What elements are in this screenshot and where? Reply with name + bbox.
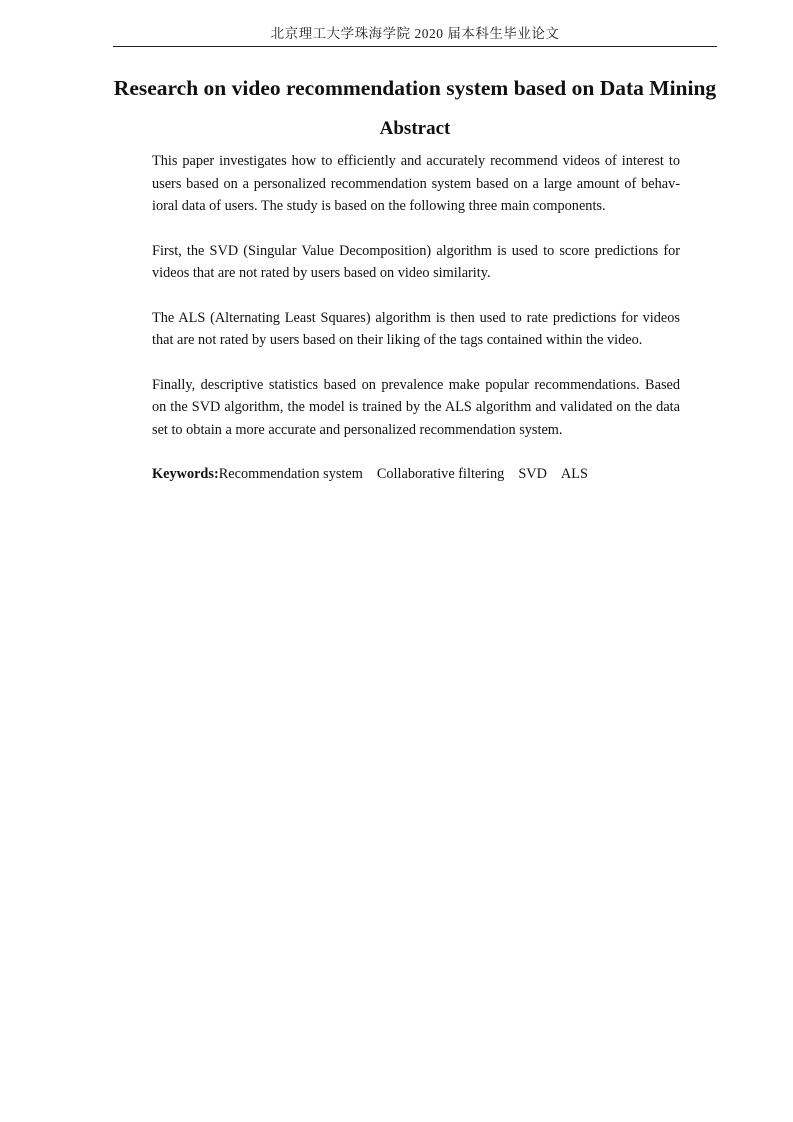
paper-title: Research on video recommendation system based on Data Mining xyxy=(113,76,717,100)
keyword-item: SVD xyxy=(518,466,547,482)
keyword-item: Recommendation system xyxy=(218,466,363,482)
abstract-body xyxy=(152,150,680,486)
keyword-item: Collaborative filtering xyxy=(376,466,505,482)
keywords-line xyxy=(152,463,680,486)
running-header: 北京理工大学珠海学院 2020 届本科生毕业论文 xyxy=(113,24,717,47)
abstract-paragraph-1: This paper investigates how to efficiently and accurately recommend videos of interest to users based on a personalized recommendation system based on a large amount of behavioral data of users. The study is based on the following three main components. xyxy=(152,153,680,214)
keyword-item: ALS xyxy=(560,466,588,482)
abstract-paragraph-4: Finally, descriptive statistics based on prevalence make popular recommendations. Based on the SVD algorithm, the model is trained by the ALS algorithm and validated on the data set to obtain a more accurate and personalized recommendation system. xyxy=(152,376,680,438)
abstract-paragraph-2: First, the SVD (Singular Value Decomposition) algorithm is used to score predictions for videos that are not rated by users based on video similarity. xyxy=(152,242,680,281)
keywords-label: Keywords: xyxy=(152,466,219,482)
abstract-heading: Abstract xyxy=(379,118,451,139)
abstract-paragraph-3: The ALS (Alternating Least Squares) algorithm is then used to rate predictions for videos that are not rated by users based on their liking of the tags contained within the video. xyxy=(152,309,680,348)
